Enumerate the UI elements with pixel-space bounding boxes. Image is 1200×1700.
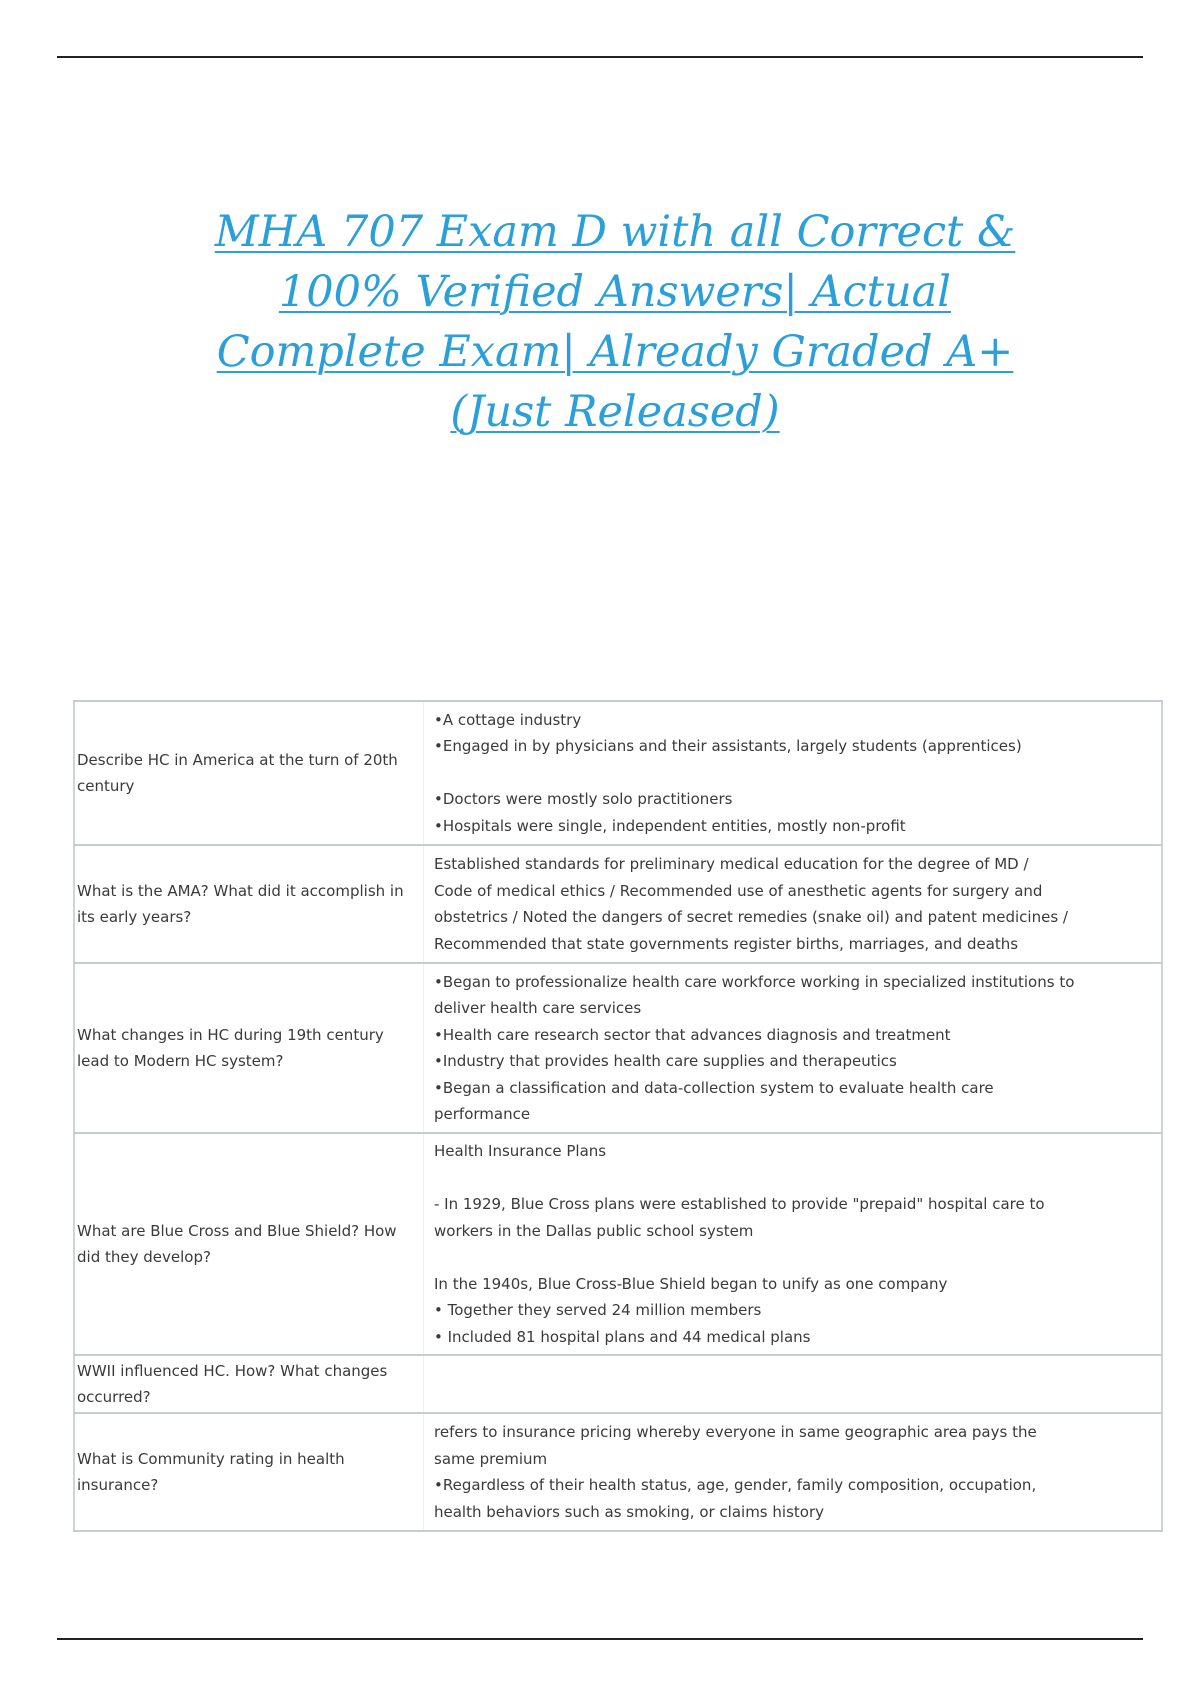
answer-line: •Health care research sector that advances diagnosis and treatment (434, 1025, 951, 1044)
title-line: MHA 707 Exam D with all Correct & (214, 207, 1016, 257)
question-cell: What is the AMA? What did it accomplish in its early years? (74, 845, 424, 963)
answer-line: obstetrics / Noted the dangers of secret remedies (snake oil) and patent medicines / (434, 908, 1068, 926)
title-link[interactable] (140, 202, 1090, 442)
table-row (74, 963, 1162, 1133)
answer-line: performance (434, 1105, 531, 1123)
answer-line: refers to insurance pricing whereby everyone in same geographic area pays the (434, 1423, 1037, 1441)
answer-cell (424, 1133, 1163, 1355)
question-cell: What are Blue Cross and Blue Shield? How did they develop? (74, 1133, 424, 1355)
answer-line (434, 1165, 1149, 1192)
question-cell: What changes in HC during 19th century lead to Modern HC system? (74, 963, 424, 1133)
table-row (74, 845, 1162, 963)
answer-line (434, 760, 1149, 787)
answer-line: - In 1929, Blue Cross plans were established to provide "prepaid" hospital care to (434, 1195, 1045, 1213)
answer-line: Recommended that state governments register births, marriages, and deaths (434, 934, 1019, 953)
answer-line: •Doctors were mostly solo practitioners (434, 790, 733, 809)
title-line: Complete Exam| Already Graded A+ (216, 327, 1014, 377)
answer-line: •Engaged in by physicians and their assistants, largely students (apprentices) (434, 737, 1022, 756)
answer-line: Established standards for preliminary medical education for the degree of MD / (434, 855, 1029, 873)
answer-line: •Began a classification and data-collection system to evaluate health care (434, 1078, 994, 1097)
table-row (74, 1413, 1162, 1531)
question-cell: WWII influenced HC. How? What changes occurred? (74, 1355, 424, 1413)
answer-line: In the 1940s, Blue Cross-Blue Shield began to unify as one company (434, 1274, 948, 1293)
page-title (140, 202, 1090, 442)
qa-table (73, 700, 1163, 1532)
answer-cell (424, 1413, 1163, 1531)
bottom-rule (57, 1638, 1143, 1640)
answer-line: • Together they served 24 million members (434, 1301, 762, 1319)
answer-line (434, 1244, 1149, 1271)
title-line: (Just Released) (450, 387, 780, 437)
qa-table-body (74, 701, 1162, 1531)
table-row (74, 1355, 1162, 1413)
answer-line: Health Insurance Plans (434, 1142, 607, 1160)
answer-line: •Hospitals were single, independent entities, mostly non-profit (434, 816, 906, 835)
answer-line: •Began to professionalize health care workforce working in specialized institutions to (434, 972, 1075, 991)
answer-cell (424, 1355, 1163, 1413)
table-row (74, 1133, 1162, 1355)
answer-line: •Industry that provides health care supplies and therapeutics (434, 1052, 897, 1070)
answer-line: •Regardless of their health status, age, gender, family composition, occupation, (434, 1476, 1037, 1494)
answer-line: same premium (434, 1449, 548, 1468)
answer-cell (424, 963, 1163, 1133)
top-rule (57, 56, 1143, 58)
question-cell: What is Community rating in health insurance? (74, 1413, 424, 1531)
answer-line: workers in the Dallas public school system (434, 1221, 754, 1240)
answer-cell (424, 845, 1163, 963)
question-cell: Describe HC in America at the turn of 20th century (74, 701, 424, 845)
answer-cell (424, 701, 1163, 845)
title-line: 100% Verified Answers| Actual (278, 267, 952, 317)
table-row (74, 701, 1162, 845)
answer-line: deliver health care services (434, 999, 642, 1017)
answer-line: health behaviors such as smoking, or claims history (434, 1502, 824, 1521)
answer-line: • Included 81 hospital plans and 44 medical plans (434, 1327, 811, 1346)
answer-line: Code of medical ethics / Recommended use of anesthetic agents for surgery and (434, 881, 1043, 900)
answer-line: •A cottage industry (434, 710, 582, 729)
